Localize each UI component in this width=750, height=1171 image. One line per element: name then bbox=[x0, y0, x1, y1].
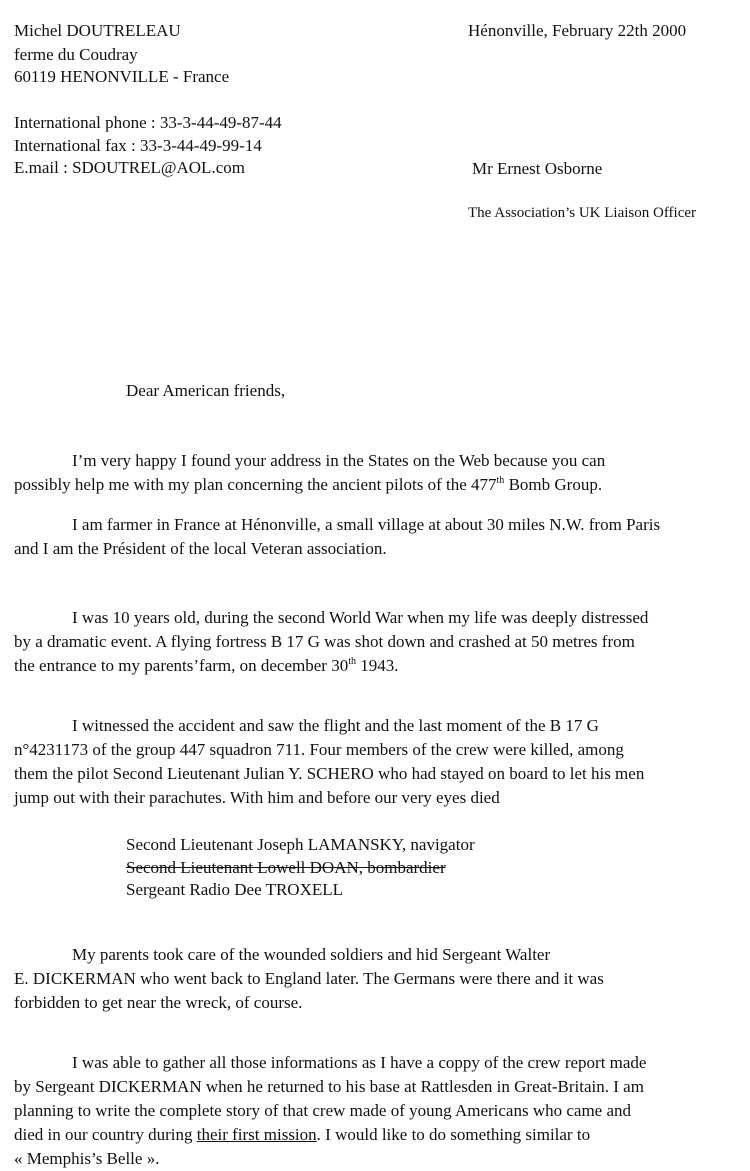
p6-line4-text: died in our country during bbox=[14, 1125, 197, 1144]
p6-line4-end: . I would like to do something similar to bbox=[316, 1125, 591, 1144]
p6-line4 bbox=[14, 1123, 744, 1147]
p2-line2: and I am the Président of the local Veteran association. bbox=[14, 539, 387, 558]
p3-superscript: th bbox=[348, 656, 356, 667]
p3-line1: I was 10 years old, during the second World War when my life was deeply distressed bbox=[72, 608, 649, 627]
paragraph-1 bbox=[14, 449, 744, 497]
place-date: Hénonville, February 22th 2000 bbox=[468, 21, 687, 40]
p1-line2-text: possibly help me with my plan concerning the ancient pilots of the 477 bbox=[14, 475, 497, 494]
p3-line2: by a dramatic event. A flying fortress B 17 G was shot down and crashed at 50 metres from bbox=[14, 632, 635, 651]
paragraph-2 bbox=[14, 513, 744, 561]
p4-line3: them the pilot Second Lieutenant Julian Y. SCHERO who had stayed on board to let his men bbox=[14, 764, 645, 783]
paragraph-4 bbox=[14, 714, 744, 810]
sender-address-line2: 60119 HENONVILLE - France bbox=[14, 67, 230, 86]
p1-line2-end: Bomb Group. bbox=[504, 475, 603, 494]
p5-line1: My parents took care of the wounded soldiers and hid Sergeant Walter bbox=[72, 945, 551, 964]
p1-superscript: th bbox=[496, 475, 505, 486]
crew-member-3: Sergeant Radio Dee TROXELL bbox=[126, 880, 344, 899]
p6-line2: by Sergeant DICKERMAN when he returned to his base at Rattlesden in Great-Britain. I am bbox=[14, 1077, 644, 1096]
sender-name: Michel DOUTRELEAU bbox=[14, 21, 181, 40]
paragraph-5 bbox=[14, 943, 744, 1015]
p3-line3-end: 1943. bbox=[355, 656, 399, 675]
p4-line4: jump out with their parachutes. With him and before our very eyes died bbox=[14, 788, 500, 807]
p6-line5: « Memphis’s Belle ». bbox=[14, 1149, 160, 1168]
recipient-title: The Association’s UK Liaison Officer bbox=[468, 205, 697, 221]
paragraph-3 bbox=[14, 606, 744, 678]
p3-line3-text: the entrance to my parents’farm, on december 30 bbox=[14, 656, 349, 675]
p5-line3: forbidden to get near the wreck, of course. bbox=[14, 993, 303, 1012]
sender-phone: International phone : 33-3-44-49-87-44 bbox=[14, 113, 282, 132]
crew-member-1: Second Lieutenant Joseph LAMANSKY, navigator bbox=[126, 835, 475, 854]
p1-line1: I’m very happy I found your address in the States on the Web because you can bbox=[72, 451, 606, 470]
sender-fax: International fax : 33-3-44-49-99-14 bbox=[14, 136, 262, 155]
p1-line2 bbox=[14, 473, 744, 497]
p6-line1: I was able to gather all those informations as I have a coppy of the crew report made bbox=[72, 1053, 647, 1072]
p4-line2: n°4231173 of the group 447 squadron 711. Four members of the crew were killed, among bbox=[14, 740, 624, 759]
underlined-phrase: their first mission bbox=[196, 1125, 317, 1144]
salutation: Dear American friends, bbox=[126, 381, 286, 400]
sender-email: E.mail : SDOUTREL@AOL.com bbox=[14, 158, 245, 177]
sender-address-line1: ferme du Coudray bbox=[14, 45, 138, 64]
crew-member-2: Second Lieutenant Lowell DOAN, bombardier bbox=[126, 858, 446, 877]
paragraph-6 bbox=[14, 1051, 744, 1171]
recipient-name: Mr Ernest Osborne bbox=[472, 159, 603, 178]
p3-line3 bbox=[14, 654, 744, 678]
p4-line1: I witnessed the accident and saw the flight and the last moment of the B 17 G bbox=[72, 716, 599, 735]
p6-line3: planning to write the complete story of that crew made of young Americans who came and bbox=[14, 1101, 632, 1120]
p2-line1: I am farmer in France at Hénonville, a small village at about 30 miles N.W. from Paris bbox=[72, 515, 661, 534]
p5-line2: E. DICKERMAN who went back to England later. The Germans were there and it was bbox=[14, 969, 604, 988]
